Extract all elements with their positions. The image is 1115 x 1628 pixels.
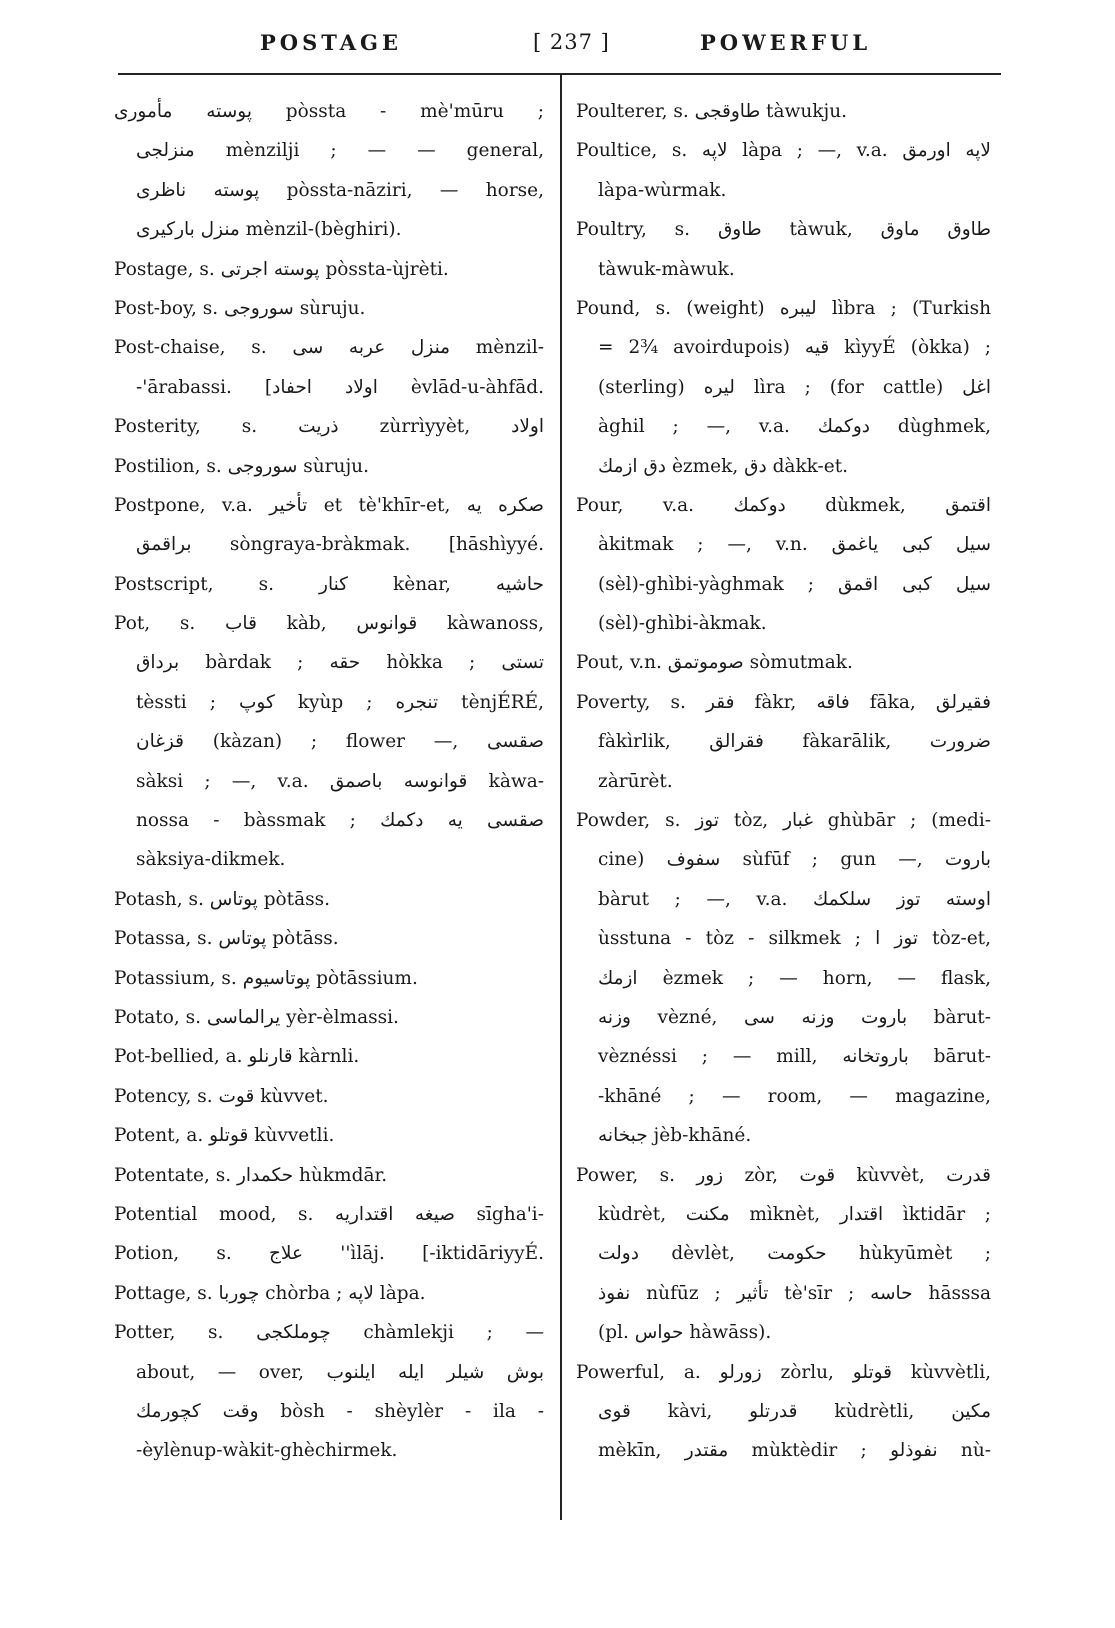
right-line: tàwuk-màwuk. bbox=[598, 258, 735, 280]
right-line: ùsstuna - tòz - silkmek ; توز ا tòz-et, bbox=[598, 928, 991, 950]
left-line: Postpone, v.a. تأخير et tè'khīr-et, صكره يه bbox=[114, 494, 544, 516]
right-line: làpa-wùrmak. bbox=[598, 179, 727, 201]
right-line: دق ازمك èzmek, دق dàkk-et. bbox=[598, 455, 849, 477]
right-line: (sèl)-ghìbi-yàghmak ; سيل كبى اقمق bbox=[598, 573, 991, 595]
right-line: -khāné ; — room, — magazine, bbox=[598, 1085, 991, 1107]
right-line: (sterling) ليره lìra ; (for cattle) اغل bbox=[598, 376, 991, 398]
left-line: Potash, s. پوتاس pòtāss. bbox=[114, 888, 331, 910]
left-line: -èylènup-wàkit-ghèchirmek. bbox=[136, 1440, 398, 1462]
left-line: Post-boy, s. سوروجى sùruju. bbox=[114, 297, 366, 319]
left-line: Postage, s. پوسته اجرتى pòssta-ùjrèti. bbox=[114, 258, 449, 280]
left-line: Potential mood, s. صيغه اقتداريه sīgha'i- bbox=[114, 1203, 544, 1225]
right-line: Poverty, s. فقر fàkr, فاقه fāka, فقيرلق bbox=[576, 691, 991, 713]
right-line: قوى kàvi, قدرتلو kùdrètli, مكين bbox=[598, 1400, 991, 1422]
left-line: -'ārabassi. [اولاد احفاد èvlād-u-àhfād. bbox=[136, 376, 544, 398]
left-line: tèssti ; كوپ kyùp ; تنجره tènjÉRÉ, bbox=[136, 691, 544, 713]
right-line: Powerful, a. زورلو zòrlu, قوتلو kùvvètli, bbox=[576, 1361, 991, 1383]
right-column bbox=[576, 92, 991, 1471]
right-line: Pound, s. (weight) ليبره lìbra ; (Turkish bbox=[576, 297, 991, 319]
left-line: قزغان (kàzan) ; flower —, صقسى bbox=[136, 731, 544, 753]
right-line: وزنه vèzné, باروت وزنه سى bàrut- bbox=[598, 1006, 991, 1028]
right-line: Powder, s. توز tòz, غبار ghùbār ; (medi- bbox=[576, 810, 991, 832]
left-line: about, — over, بوش شيلر ايله ايلنوب bbox=[136, 1361, 544, 1383]
left-line: منزل باركيرى mènzil-(bèghiri). bbox=[136, 219, 402, 241]
header-left-guideword: POSTAGE bbox=[260, 30, 402, 55]
right-line: (pl. حواس hàwāss). bbox=[598, 1322, 772, 1344]
right-line: Poultice, s. لاپه làpa ; —, v.a. لاپه اورمق bbox=[576, 140, 991, 162]
left-line: Post-chaise, s. منزل عربه سى mènzil- bbox=[114, 337, 544, 359]
left-line: Potion, s. علاج ''ìlāj. [-iktidāriyyÉ. bbox=[114, 1243, 544, 1265]
left-line: Pot-bellied, a. قارنلو kàrnli. bbox=[114, 1046, 360, 1068]
left-line: Potent, a. قوتلو kùvvetli. bbox=[114, 1125, 335, 1147]
right-line: cine) سفوف sùfūf ; gun —, باروت bbox=[598, 849, 991, 871]
right-line: Poulterer, s. طاوقجى tàwukju. bbox=[576, 101, 848, 122]
right-line: Pour, v.a. دوكمك dùkmek, اقتمق bbox=[576, 494, 991, 516]
left-line: Potassa, s. پوتاس pòtāss. bbox=[114, 928, 339, 950]
right-line: جبخانه jèb-khāné. bbox=[598, 1125, 752, 1147]
left-line: پوسته ناظرى pòssta-nāziri, — horse, bbox=[136, 179, 544, 201]
left-line: nossa - bàssmak ; صقسى يه دكمك bbox=[136, 810, 544, 832]
left-line: برداق bàrdak ; حقه hòkka ; تستى bbox=[136, 652, 544, 674]
right-line: (sèl)-ghìbi-àkmak. bbox=[598, 613, 767, 635]
right-line: Power, s. زور zòr, قوت kùvvèt, قدرت bbox=[576, 1164, 991, 1186]
left-line: Postscript, s. كنار kènar, حاشيه bbox=[114, 573, 544, 595]
right-line: zàrūrèt. bbox=[598, 770, 673, 792]
header-right-guideword: POWERFUL bbox=[700, 30, 872, 55]
left-line: Postilion, s. سوروجى sùruju. bbox=[114, 455, 369, 477]
right-line: àkitmak ; —, v.n. سيل كبى ياغمق bbox=[598, 534, 991, 556]
right-line: fàkìrlik, فقرالق fàkarālik, ضرورت bbox=[598, 731, 991, 753]
left-column bbox=[114, 92, 544, 1471]
left-line: Potato, s. يرالماسى yèr-èlmassi. bbox=[114, 1006, 399, 1028]
left-line: Potassium, s. پوتاسيوم pòtāssium. bbox=[114, 967, 418, 989]
right-line: Pout, v.n. صوموتمق sòmutmak. bbox=[576, 652, 853, 674]
right-line: = 2¾ avoirdupois) قيه kìyyÉ (òkka) ; bbox=[598, 337, 991, 359]
right-line: vèznéssi ; — mill, باروتخانه bārut- bbox=[598, 1046, 991, 1068]
left-line: Pottage, s. چوربا chòrba ; لاپه làpa. bbox=[114, 1282, 426, 1304]
right-line: mèkīn, مقتدر mùktèdir ; نفوذلو nù- bbox=[598, 1440, 991, 1462]
right-line: bàrut ; —, v.a. اوسته توز سلكمك bbox=[598, 888, 991, 910]
left-line: Potency, s. قوت kùvvet. bbox=[114, 1085, 329, 1107]
right-line: àghil ; —, v.a. دوكمك dùghmek, bbox=[598, 416, 991, 438]
left-line: sàksi ; —, v.a. قوانوسه باصمق kàwa- bbox=[136, 770, 544, 792]
left-line: براقمق sòngraya-bràkmak. [hāshìyyé. bbox=[136, 534, 544, 556]
right-line: kùdrèt, مكنت mìknèt, اقتدار ìktidār ; bbox=[598, 1203, 991, 1225]
right-line: ازمك èzmek ; — horn, — flask, bbox=[598, 967, 991, 989]
left-line: وقت كچورمك bòsh - shèylèr - ila - bbox=[136, 1400, 544, 1422]
left-line: منزلجى mènzilji ; — — general, bbox=[136, 140, 544, 162]
page-number: [ 237 ] bbox=[533, 30, 610, 54]
left-line: Posterity, s. ذريت zùrrìyyèt, اولاد bbox=[114, 416, 544, 438]
right-line: نفوذ nùfūz ; تأثير tè'sīr ; حاسه hāsssa bbox=[598, 1282, 991, 1304]
column-divider bbox=[560, 75, 562, 1520]
right-line: Poultry, s. طاوق tàwuk, طاوق ماوق bbox=[576, 219, 991, 241]
page-header bbox=[115, 30, 1005, 60]
left-line: Potentate, s. حكمدار hùkmdār. bbox=[114, 1164, 388, 1186]
left-line: sàksiya-dikmek. bbox=[136, 849, 286, 871]
left-line: Potter, s. چوملكجى chàmlekji ; — bbox=[114, 1322, 544, 1344]
left-line: پوسته مأمورى pòssta - mè'mūru ; bbox=[114, 101, 544, 122]
right-line: دولت dèvlèt, حكومت hùkyūmèt ; bbox=[598, 1243, 991, 1265]
left-line: Pot, s. قاب kàb, قوانوس kàwanoss, bbox=[114, 613, 544, 635]
